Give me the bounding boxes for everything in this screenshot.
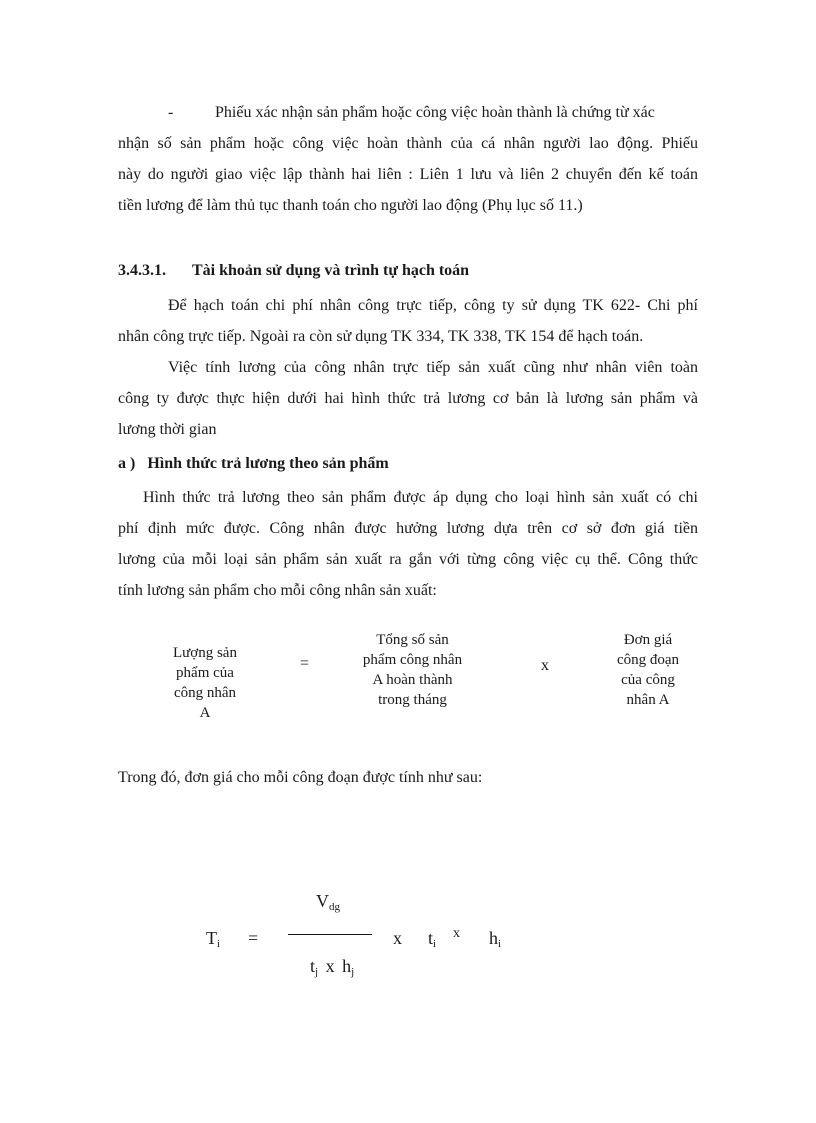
paragraph-line: Để hạch toán chi phí nhân công trực tiếp, công ty sử dụng TK 622- Chi phí — [168, 297, 698, 314]
formula2-intro: Trong đó, đơn giá cho mỗi công đoạn được tính như sau: — [118, 769, 483, 786]
formula2-numerator: $V_{dg}$ — [316, 891, 340, 913]
subheading-product-salary: a ) Hình thức trả lương theo sản phẩm — [118, 455, 389, 472]
formula-right-term: Đơn giá công đoạn của công nhân A — [616, 632, 680, 708]
paragraph-line: - Phiếu xác nhận sản phẩm hoặc công việc hoàn thành là chứng từ xác — [118, 97, 698, 128]
section-title: Tài khoản sử dụng và trình tự hạch toán — [192, 262, 470, 279]
bullet-dash: - — [168, 104, 174, 121]
formula2-h-term: $h_i$ — [489, 928, 502, 950]
paragraph-line: Hình thức trả lương theo sản phẩm được áp dụng cho loại hình sản xuất có chi — [143, 489, 698, 506]
formula-equals: = — [300, 655, 310, 672]
formula2-times-2: x — [453, 926, 460, 941]
formula2-t-term: $t_i$ — [428, 928, 437, 950]
paragraph-accounts — [118, 290, 698, 352]
paragraph-line: công ty được thực hiện dưới hai hình thức trả lương cơ bản là lương sản phẩm và — [118, 390, 698, 407]
paragraph-product-salary — [118, 482, 698, 606]
formula2-denominator: $t_j$ x $h_j$ — [310, 956, 355, 978]
paragraph-line: nhận số sản phẩm hoặc công việc hoàn thành của cá nhân người lao động. Phiếu — [118, 135, 698, 152]
paragraph-line: lương thời gian — [118, 421, 217, 438]
paragraph-salary-forms — [118, 352, 698, 445]
formula-times: x — [541, 657, 549, 674]
paragraph-line: tính lương sản phẩm cho mỗi công nhân sản xuất: — [118, 582, 437, 599]
section-heading — [118, 262, 469, 280]
formula2-times-1: x — [393, 928, 402, 948]
section-number: 3.4.3.1. — [118, 262, 166, 279]
paragraph-line: nhân công trực tiếp. Ngoài ra còn sử dụng TK 334, TK 338, TK 154 để hạch toán. — [118, 328, 644, 345]
formula-middle-term: Tổng số sản phẩm công nhân A hoàn thành trong tháng — [362, 632, 463, 708]
paragraph-line: này do người giao việc lập thành hai liên : Liên 1 lưu và liên 2 chuyển đến kế toán — [118, 166, 698, 183]
formula2-lhs: $T_i$ — [206, 928, 221, 950]
paragraph-confirmation-slip — [118, 97, 698, 221]
paragraph-line: lương của mỗi loại sản phẩm sản xuất ra gắn với từng công việc cụ thể. Công thức — [118, 551, 698, 568]
paragraph-line: Việc tính lương của công nhân trực tiếp sản xuất cũng như nhân viên toàn — [168, 359, 698, 376]
formula2-equals: = — [248, 928, 259, 948]
paragraph-line: phí định mức được. Công nhân được hưởng lương dựa trên cơ sở đơn giá tiền — [118, 520, 698, 537]
formula-left-term: Lượng sản phẩm của công nhân A — [173, 645, 237, 721]
fraction-bar — [288, 934, 372, 935]
paragraph-line: tiền lương để làm thủ tục thanh toán cho người lao động (Phụ lục số 11.) — [118, 197, 583, 214]
